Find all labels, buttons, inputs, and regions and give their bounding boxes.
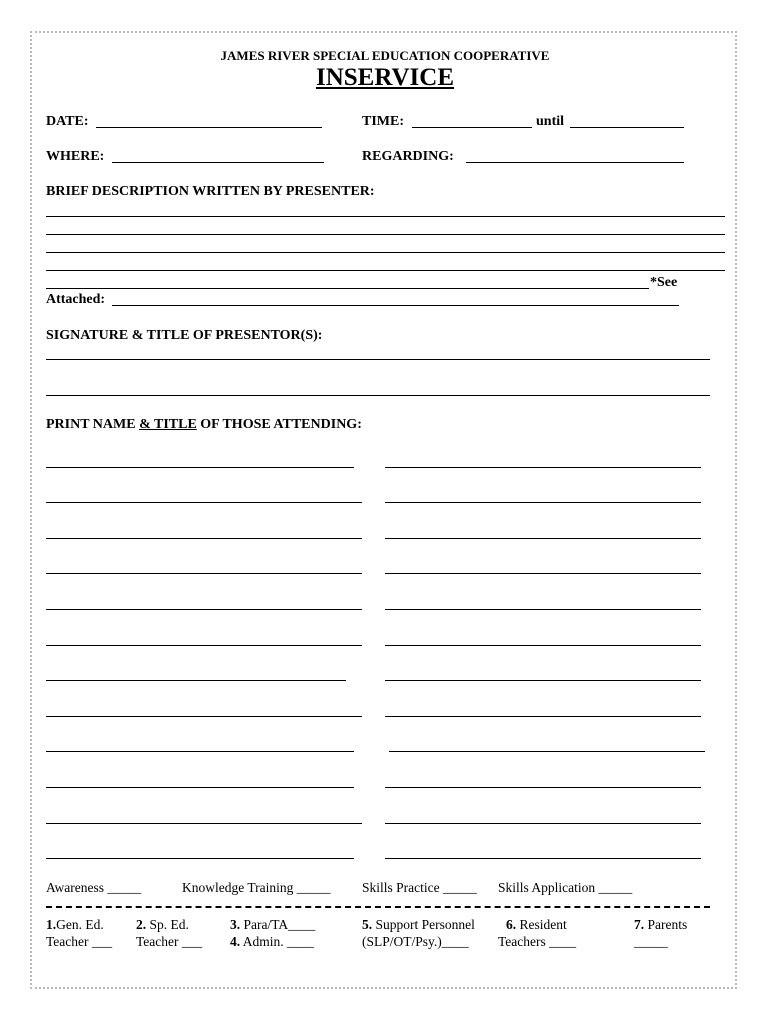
category-support-personnel[interactable] <box>362 916 475 950</box>
attending-label <box>46 417 362 433</box>
attending-label-part1: PRINT NAME <box>46 417 140 432</box>
attendee-line-left[interactable] <box>46 502 362 503</box>
form-title: INSERVICE <box>315 64 455 91</box>
separator-dashed <box>46 906 710 908</box>
attendee-line-left[interactable] <box>46 751 354 752</box>
org-name: JAMES RIVER SPECIAL EDUCATION COOPERATIVE <box>220 48 550 63</box>
awareness-option[interactable]: Awareness _____ <box>46 880 142 895</box>
signature-line[interactable] <box>46 395 710 396</box>
attending-label-part3: OF THOSE ATTENDING: <box>196 417 362 432</box>
category-sp-ed[interactable] <box>136 916 202 950</box>
date-label: DATE: <box>46 114 89 129</box>
description-line[interactable] <box>46 288 649 289</box>
date-field[interactable] <box>96 127 322 128</box>
skills-application-option[interactable]: Skills Application _____ <box>498 880 633 895</box>
category-label: Teacher ___ <box>136 934 203 949</box>
category-gen-ed[interactable] <box>46 916 112 950</box>
attendee-line-right[interactable] <box>385 573 701 574</box>
see-label: *See <box>650 275 678 290</box>
attached-label: Attached: <box>46 292 106 307</box>
attendee-line-right[interactable] <box>385 823 701 824</box>
attendee-line-right[interactable] <box>385 467 701 468</box>
category-parents[interactable] <box>634 916 687 950</box>
category-label: (SLP/OT/Psy.)____ <box>362 934 469 949</box>
attendee-line-left[interactable] <box>46 645 362 646</box>
attendee-line-right[interactable] <box>385 680 701 681</box>
where-label: WHERE: <box>46 149 105 164</box>
attendee-line-left[interactable] <box>46 716 362 717</box>
attendee-line-left[interactable] <box>46 858 354 859</box>
skills-practice-option[interactable]: Skills Practice _____ <box>362 880 477 895</box>
attendee-line-left[interactable] <box>46 573 362 574</box>
until-label: until <box>536 114 565 129</box>
attendee-line-left[interactable] <box>46 609 362 610</box>
category-label: Gen. Ed. <box>56 917 104 932</box>
attendee-line-right[interactable] <box>385 609 701 610</box>
category-number: 1. <box>46 917 57 932</box>
attendee-line-right[interactable] <box>385 538 701 539</box>
attendee-line-right[interactable] <box>385 858 701 859</box>
attendee-line-left[interactable] <box>46 538 362 539</box>
regarding-label: REGARDING: <box>362 149 454 164</box>
category-number: 2. <box>136 917 147 932</box>
category-resident-teachers[interactable] <box>498 916 576 950</box>
description-line[interactable] <box>46 252 725 253</box>
category-label: Para/TA____ <box>240 917 316 932</box>
time-start-field[interactable] <box>412 127 532 128</box>
attendee-line-left[interactable] <box>46 680 346 681</box>
description-line[interactable] <box>46 216 725 217</box>
category-number: 4. <box>230 934 241 949</box>
signature-line[interactable] <box>46 359 710 360</box>
category-number: 7. <box>634 917 645 932</box>
category-label: Resident <box>516 917 567 932</box>
signature-label: SIGNATURE & TITLE OF PRESENTOR(S): <box>46 328 323 343</box>
attendee-line-left[interactable] <box>46 787 354 788</box>
attendee-line-right[interactable] <box>385 787 701 788</box>
category-label: Support Personnel <box>372 917 475 932</box>
category-para-admin[interactable] <box>230 916 315 950</box>
description-line[interactable] <box>46 234 725 235</box>
category-label: _____ <box>634 934 668 949</box>
attendee-line-left[interactable] <box>46 823 362 824</box>
category-label: Parents <box>644 917 688 932</box>
category-label: Sp. Ed. <box>146 917 189 932</box>
attendee-line-left[interactable] <box>46 467 354 468</box>
time-end-field[interactable] <box>570 127 684 128</box>
where-field[interactable] <box>112 162 324 163</box>
category-number: 5. <box>362 917 373 932</box>
regarding-field[interactable] <box>466 162 684 163</box>
category-label: Teacher ___ <box>46 934 113 949</box>
description-line[interactable] <box>46 270 725 271</box>
attendee-line-right[interactable] <box>385 645 701 646</box>
time-label: TIME: <box>362 114 404 129</box>
attached-field[interactable] <box>112 305 679 306</box>
category-number: 6. <box>506 917 517 932</box>
knowledge-training-option[interactable]: Knowledge Training _____ <box>182 880 331 895</box>
category-number: 3. <box>230 917 241 932</box>
category-label: Teachers ____ <box>498 934 577 949</box>
attendee-line-right[interactable] <box>385 716 701 717</box>
attendee-line-right[interactable] <box>385 502 701 503</box>
attendee-line-right[interactable] <box>389 751 705 752</box>
attending-label-part2: & TITLE <box>139 417 197 432</box>
page-border <box>30 31 737 989</box>
description-label: BRIEF DESCRIPTION WRITTEN BY PRESENTER: <box>46 184 375 199</box>
category-label: Admin. ____ <box>240 934 315 949</box>
